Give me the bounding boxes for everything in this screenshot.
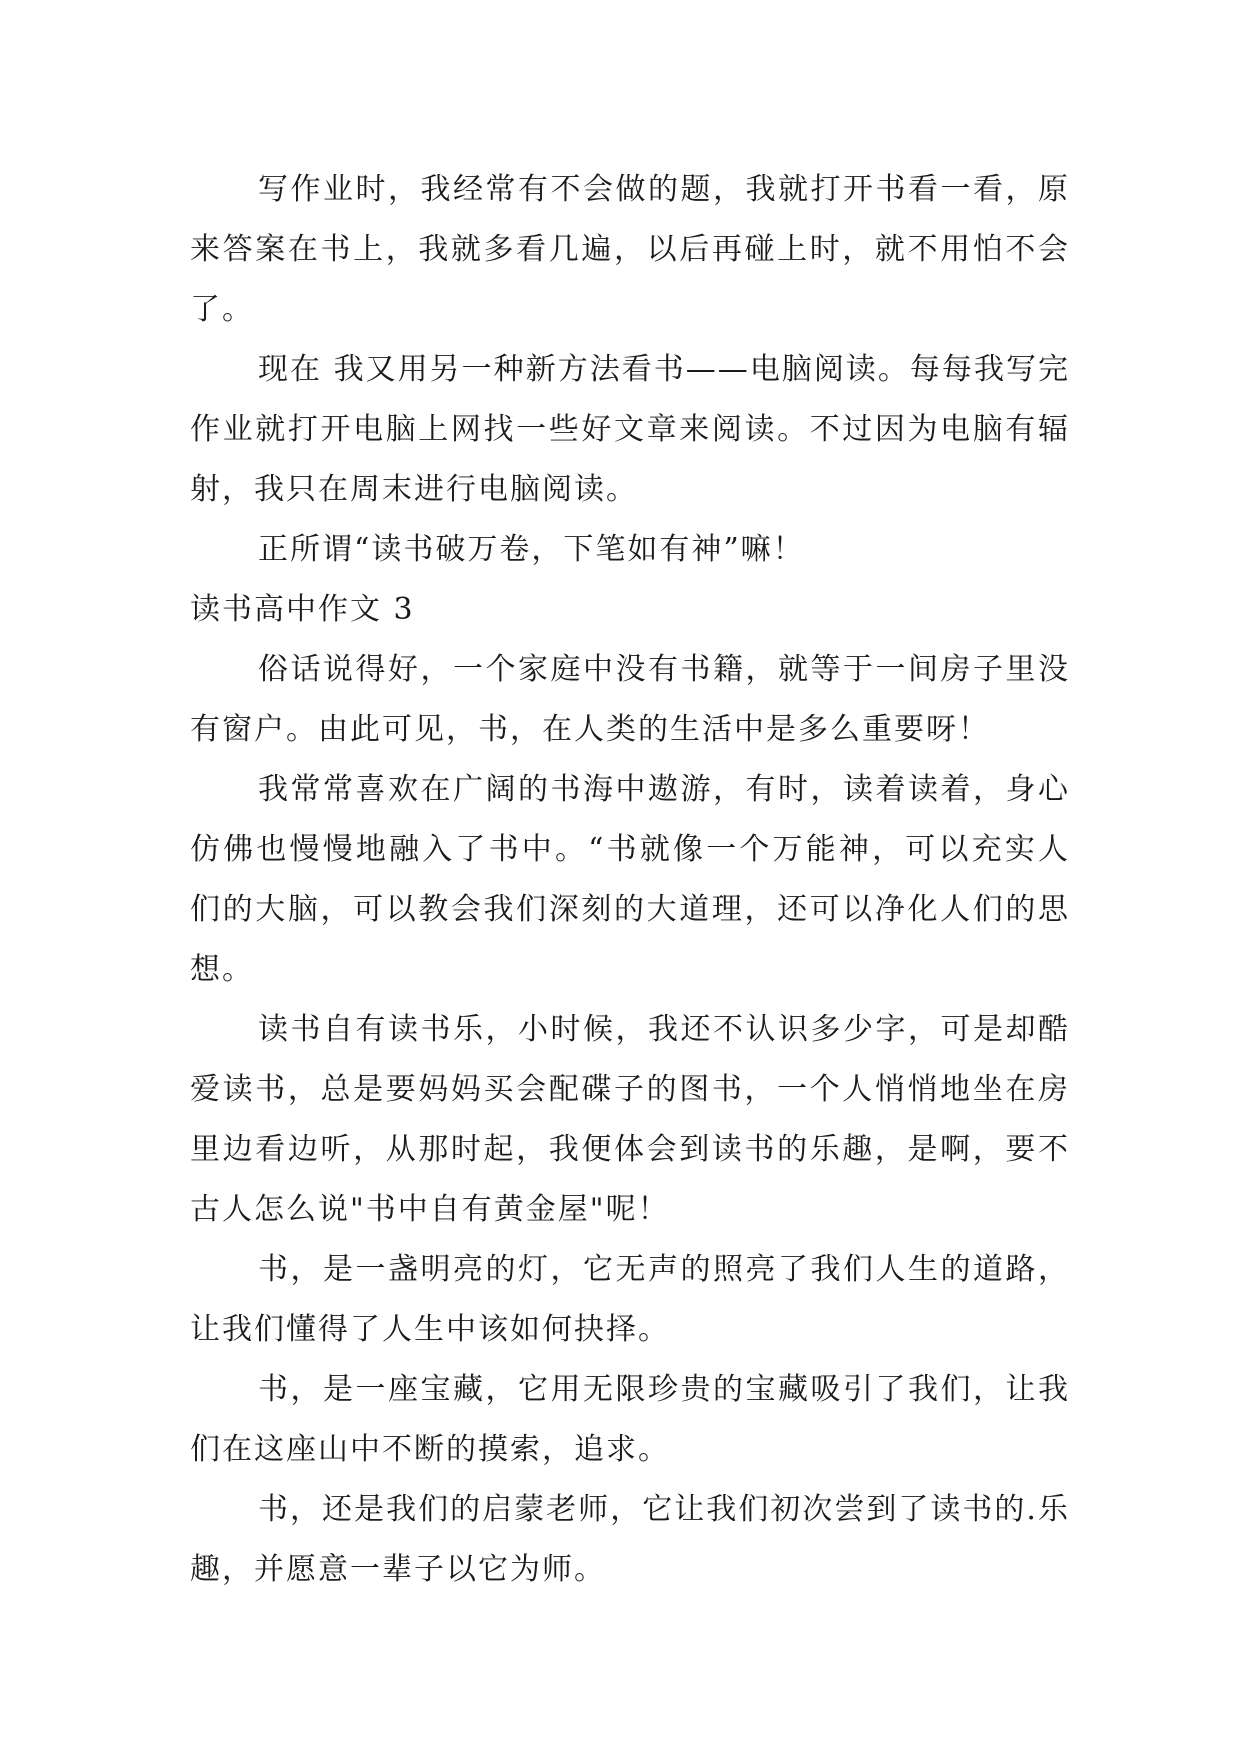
paragraph: 俗话说得好，一个家庭中没有书籍，就等于一间房子里没有窗户。由此可见，书，在人类的生活中是多么重要呀！ [190,652,1070,747]
section-heading: 读书高中作文 3 [190,592,415,627]
paragraph: 读书自有读书乐，小时候，我还不认识多少字，可是却酷爱读书，总是要妈妈买会配碟子的图书，一个人悄悄地坐在房里边看边听，从那时起，我便体会到读书的乐趣，是啊，要不古人怎么说"书中自有黄金屋"呢！ [190,1012,1070,1227]
paragraph: 正所谓“读书破万卷，下笔如有神”嘛！ [258,532,805,567]
paragraph: 书，还是我们的启蒙老师，它让我们初次尝到了读书的.乐趣，并愿意一辈子以它为师。 [190,1492,1070,1587]
paragraph: 现在 我又用另一种新方法看书——电脑阅读。每每我写完作业就打开电脑上网找一些好文章来阅读。不过因为电脑有辐射，我只在周末进行电脑阅读。 [190,352,1070,507]
paragraph: 书，是一座宝藏，它用无限珍贵的宝藏吸引了我们，让我们在这座山中不断的摸索，追求。 [190,1372,1070,1467]
paragraph: 写作业时，我经常有不会做的题，我就打开书看一看，原来答案在书上，我就多看几遍，以后再碰上时，就不用怕不会了。 [190,172,1070,327]
paragraph: 我常常喜欢在广阔的书海中遨游，有时，读着读着，身心仿佛也慢慢地融入了书中。“书就像一个万能神，可以充实人们的大脑，可以教会我们深刻的大道理，还可以净化人们的思想。 [190,772,1070,987]
document-body [190,160,1070,1600]
paragraph: 书，是一盏明亮的灯，它无声的照亮了我们人生的道路，让我们懂得了人生中该如何抉择。 [190,1252,1070,1347]
